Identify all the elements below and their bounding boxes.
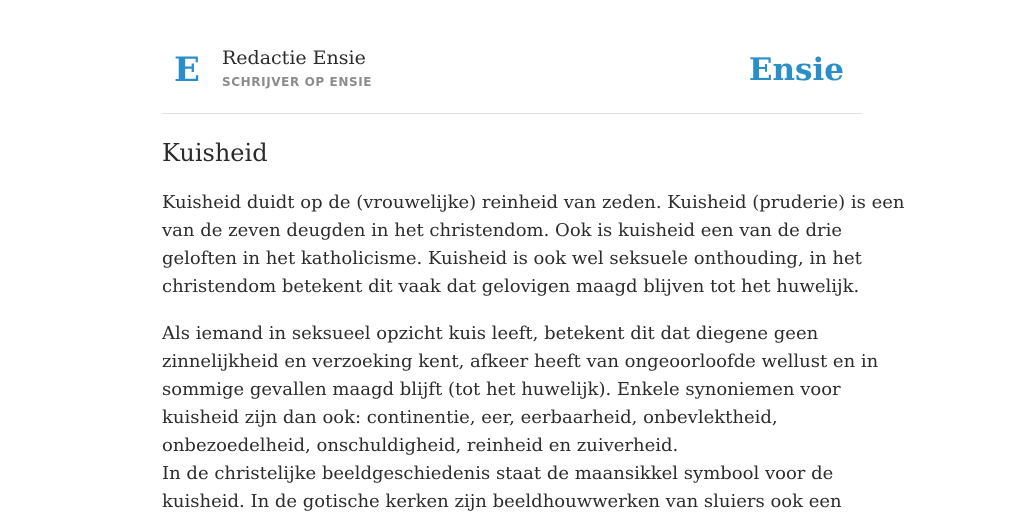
author-role: SCHRIJVER OP ENSIE	[222, 75, 373, 89]
text-line: Als iemand in seksueel opzicht kuis leeft, betekent dit dat diegene geen	[162, 323, 819, 344]
article-title: Kuisheid	[162, 139, 268, 167]
author-name-link[interactable]: Redactie Ensie	[222, 47, 366, 69]
text-line: van de zeven deugden in het christendom. Ook is kuisheid een van de drie	[162, 220, 843, 241]
article-paragraph	[162, 189, 905, 301]
page-container	[162, 0, 905, 512]
text-line: christendom betekent dit vaak dat gelovigen maagd blijven tot het huwelijk.	[162, 276, 860, 297]
ensie-logo[interactable]: Ensie	[748, 52, 844, 88]
text-line: kuisheid zijn dan ook: continentie, eer, eerbaarheid, onbevlektheid,	[162, 407, 778, 428]
text-line: geloften in het katholicisme. Kuisheid is ook wel seksuele onthouding, in het	[162, 248, 862, 269]
article-paragraph	[162, 320, 879, 512]
text-line: Kuisheid duidt op de (vrouwelijke) reinheid van zeden. Kuisheid (pruderie) is een	[162, 192, 905, 213]
text-line: zinnelijkheid en verzoeking kent, afkeer heeft van ongeoorloofde wellust en in	[162, 351, 879, 372]
text-line: onbezoedelheid, onschuldigheid, reinheid en zuiverheid.	[162, 435, 679, 456]
article-body	[162, 189, 905, 512]
text-line: In de christelijke beeldgeschiedenis staat de maansikkel symbool voor de	[162, 463, 834, 484]
author-header	[162, 0, 862, 114]
text-line: sommige gevallen maagd blijft (tot het huwelijk). Enkele synoniemen voor	[162, 379, 841, 400]
text-line: kuisheid. In de gotische kerken zijn beeldhouwwerken van sluiers ook een	[162, 491, 842, 512]
author-avatar[interactable]: E	[174, 50, 200, 90]
